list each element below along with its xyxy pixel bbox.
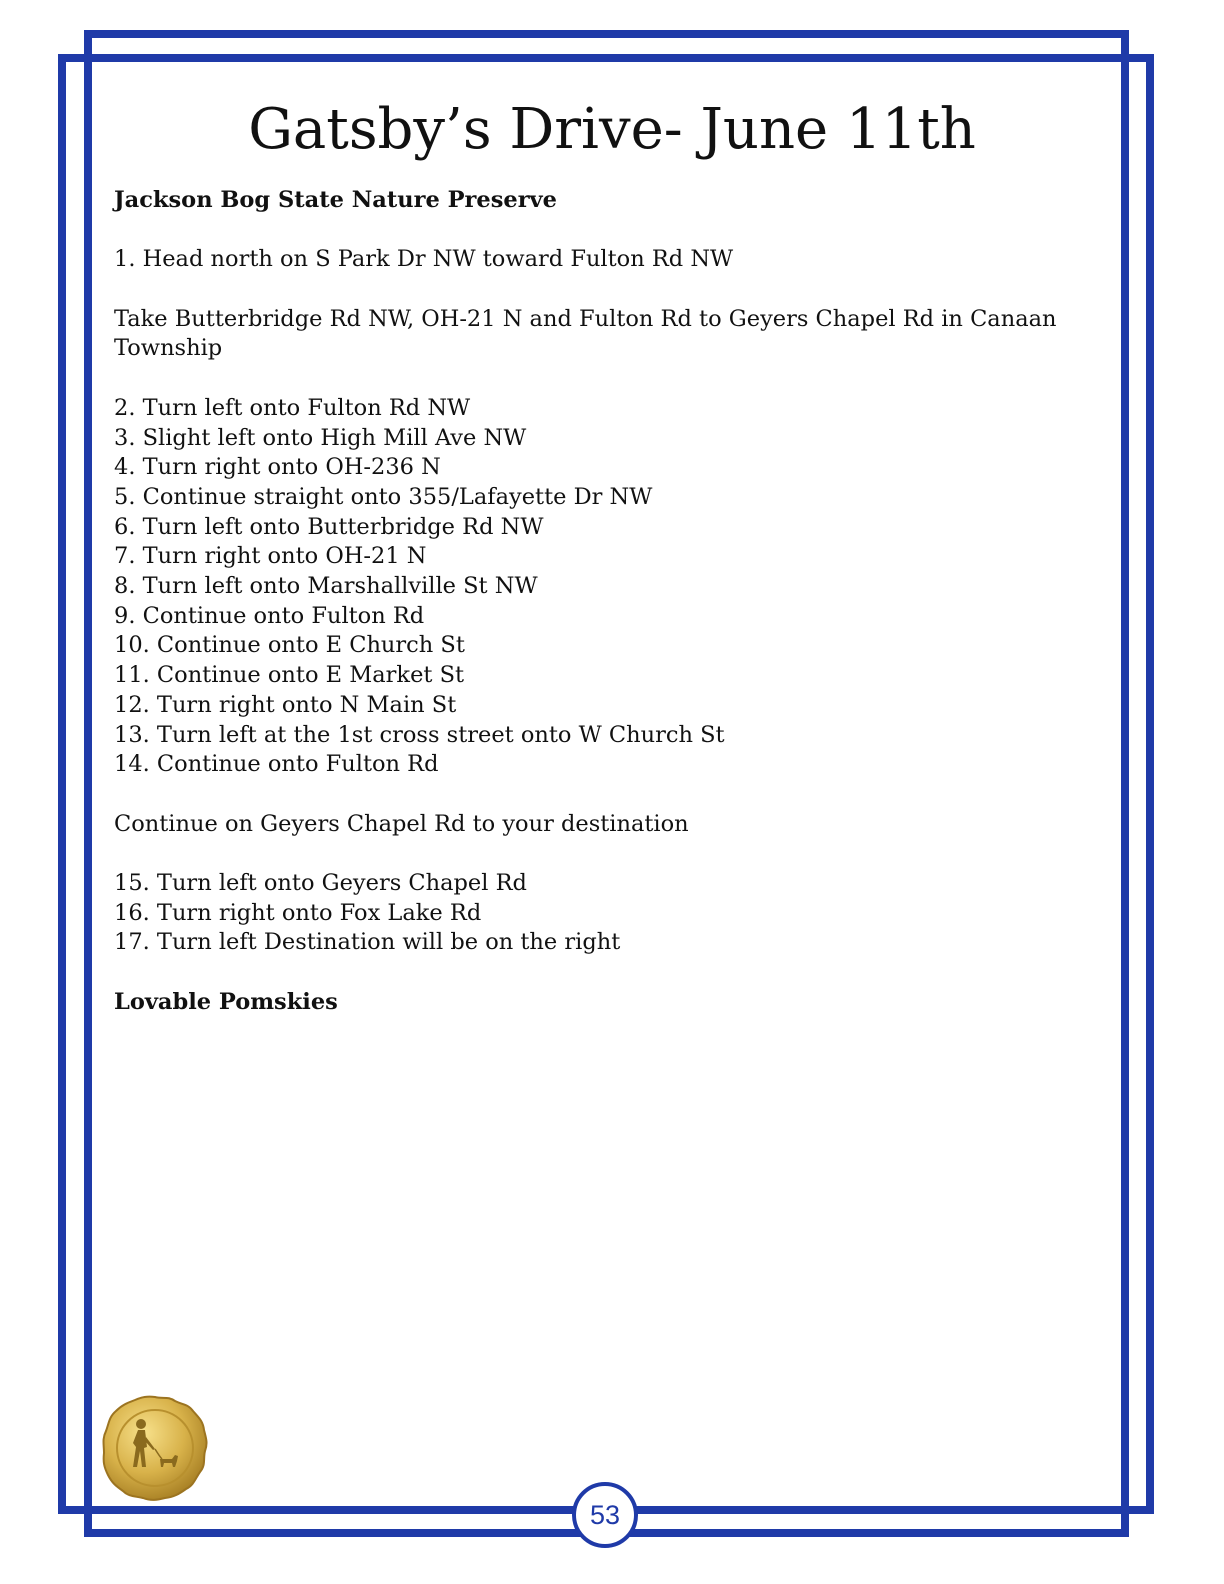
direction-step: 12. Turn right onto N Main St xyxy=(114,691,457,718)
direction-step: 17. Turn left Destination will be on the right xyxy=(114,929,621,956)
direction-step: 10. Continue onto E Church St xyxy=(114,632,465,659)
direction-step: 14. Continue onto Fulton Rd xyxy=(114,751,439,778)
page-number-badge: 53 xyxy=(572,1482,638,1548)
direction-step: 11. Continue onto E Market St xyxy=(114,662,465,689)
direction-step: 16. Turn right onto Fox Lake Rd xyxy=(114,899,482,926)
direction-step: 5. Continue straight onto 355/Lafayette Dr NW xyxy=(114,483,653,510)
route-note: Continue on Geyers Chapel Rd to your destination xyxy=(114,810,689,837)
direction-steps-list xyxy=(114,394,1074,780)
direction-step: 9. Continue onto Fulton Rd xyxy=(114,602,425,629)
direction-step: 8. Turn left onto Marshallville St NW xyxy=(114,573,538,600)
direction-step: 7. Turn right onto OH-21 N xyxy=(114,543,427,570)
destination-heading: Lovable Pomskies xyxy=(114,988,338,1015)
direction-step: 15. Turn left onto Geyers Chapel Rd xyxy=(114,870,527,897)
direction-step: 1. Head north on S Park Dr NW toward Fulton Rd NW xyxy=(114,246,734,273)
page-title: Gatsby’s Drive- June 11th xyxy=(248,97,976,162)
start-location-heading: Jackson Bog State Nature Preserve xyxy=(114,187,557,213)
direction-step: 3. Slight left onto High Mill Ave NW xyxy=(114,424,527,451)
route-note: Take Butterbridge Rd NW, OH-21 N and Fulton Rd to Geyers Chapel Rd in Canaan Township xyxy=(114,305,1057,362)
direction-step: 13. Turn left at the 1st cross street onto W Church St xyxy=(114,721,725,748)
direction-step: 2. Turn left onto Fulton Rd NW xyxy=(114,394,471,421)
walker-with-dog-seal-icon xyxy=(100,1393,210,1503)
direction-step: 6. Turn left onto Butterbridge Rd NW xyxy=(114,513,544,540)
direction-steps-list xyxy=(114,869,1074,958)
directions-content xyxy=(114,186,1074,1018)
direction-step: 4. Turn right onto OH-236 N xyxy=(114,454,441,481)
